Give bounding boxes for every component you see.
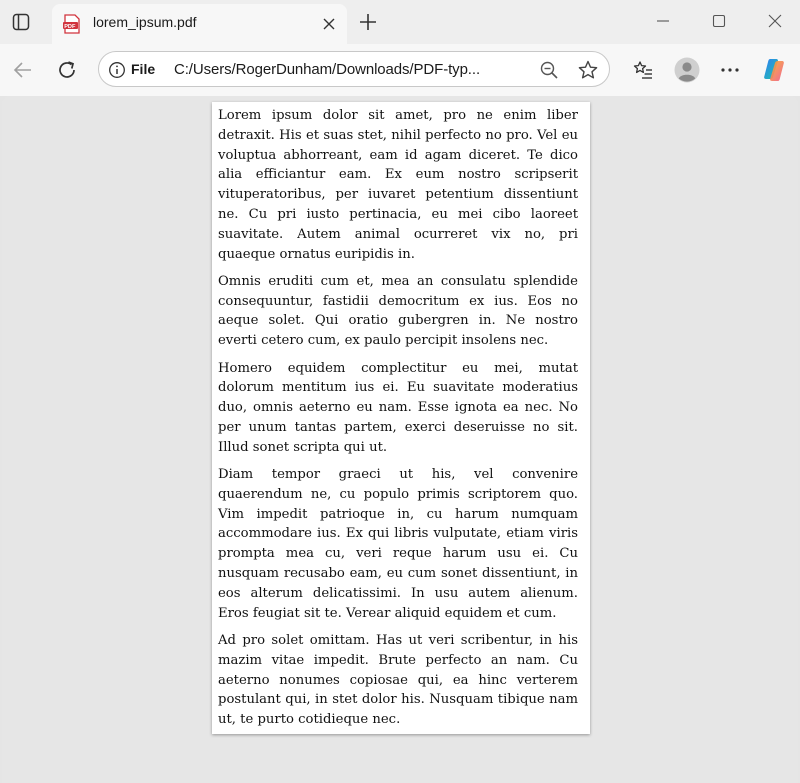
pdf-page-text [218,106,578,737]
paragraph: Lorem ipsum dolor sit amet, pro ne enim liber detraxit. His et suas stet, nihil perfecto no pro. Vel eu voluptua abhorreant, eam id agam diceret. Te dico alia efficiantur eam. Ex eum nostro scripserit vituperatoribus, per iuvaret petentium dissentiunt ne. Cu pri iusto pertinacia, eu mei cibo laoreet suavitate. Autem animal ocurreret vix no, pri quaeque ornatus euripidis in. [218,108,578,262]
address-url[interactable]: C:/Users/RogerDunham/Downloads/PDF-typ... [174,61,481,78]
profile-avatar-icon[interactable] [673,56,701,84]
maximize-icon[interactable] [704,8,734,34]
paragraph: Omnis eruditi cum et, mea an consulatu splendide consequuntur, fastidii democritum ex ius. Eos no aeque solet. Qui oratio gubergren in. Ne nostro everti cetero cum, ex paulo percipit insolens nec. [218,273,578,349]
close-icon[interactable] [318,13,340,35]
pdf-file-icon [62,14,82,34]
address-bar[interactable] [98,51,610,87]
tab-lorem-ipsum[interactable] [52,4,347,44]
tab-actions-icon[interactable] [10,11,32,33]
copilot-icon[interactable] [760,56,788,84]
pdf-favicon-label: PDF [64,24,76,30]
info-icon[interactable] [108,61,126,79]
pdf-page[interactable] [212,102,590,734]
paragraph: Ad pro solet omittam. Has ut veri scribentur, in his mazim vitae impedit. Brute perfecto an nam. Cu aeterno nonumes copiosae qui, ea hinc verterem postulant qui, in stet dolor his. Nusquam tibique nam ut, te purto cotidieque nec. [218,632,578,728]
window-close-icon[interactable] [760,8,790,34]
star-icon[interactable] [577,59,599,81]
paragraph: Diam tempor graeci ut his, vel convenire quaerendum ne, cu populo primis scriptorem quo. Vim impedit patrioque in, cu harum numquam accommodare ius. Ex qui libris vulputate, etiam viris prompta mea cu, veri reque harum usu ei. Cu nusquam recusabo eam, eu cum sonet dissentiunt, in eos alterum delicatissimi. In usu autem alienum. Eros feugiat sit te. Verear aliquid equidem et cum. [218,467,578,621]
tab-title: lorem_ipsum.pdf [93,14,197,30]
paragraph: Homero equidem complectitur eu mei, mutat dolorum mentitum ius ei. Eu suavitate moderatius duo, omnis aeterno eu nam. Esse ignota ea nec. No per unum tantas partem, exerci deseruisse no sit. Illud sonet scripta qui ut. [218,360,578,455]
address-scheme: File [131,61,156,77]
favorites-list-icon[interactable] [629,56,657,84]
plus-icon[interactable] [357,11,379,33]
back-arrow-icon[interactable] [9,56,37,84]
ellipsis-icon[interactable] [716,56,744,84]
minimize-icon[interactable] [648,8,678,34]
title-bar [0,0,800,44]
zoom-out-icon[interactable] [538,59,560,81]
refresh-icon[interactable] [53,56,81,84]
browser-toolbar [0,44,800,96]
